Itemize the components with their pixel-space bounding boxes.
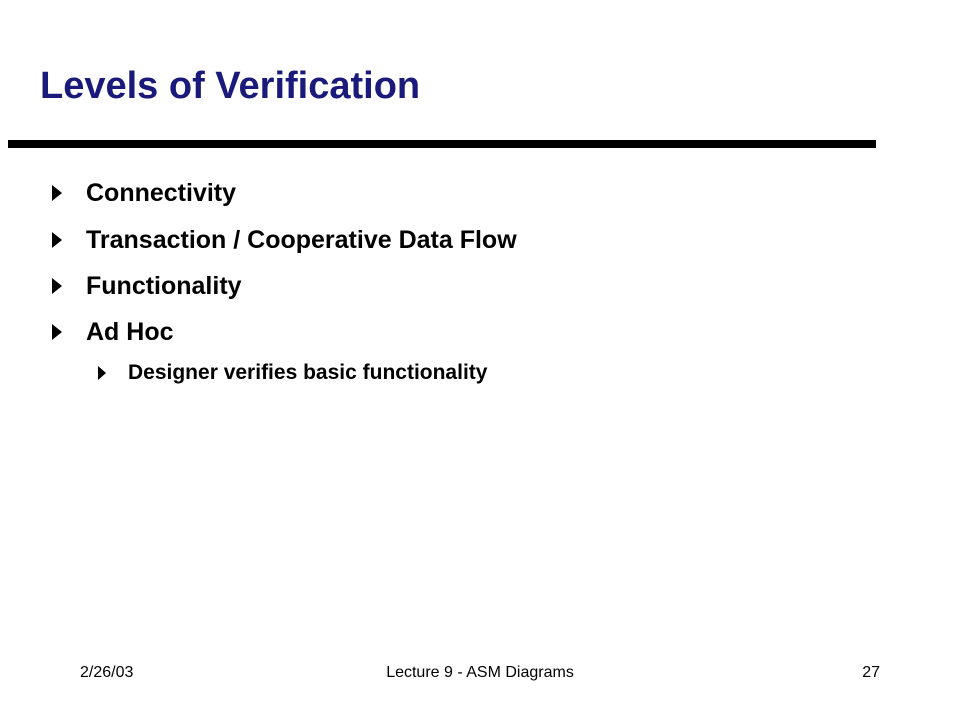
- bullet-text: Functionality: [86, 271, 242, 300]
- bullet-text: Connectivity: [86, 178, 237, 207]
- page-number: 27: [862, 664, 880, 681]
- right-triangle-icon: [52, 324, 62, 340]
- bullet-text: Transaction / Cooperative Data Flow: [86, 225, 517, 254]
- slide-title: Levels of Verification: [40, 65, 421, 107]
- footer-title: Lecture 9 - ASM Diagrams: [386, 664, 574, 681]
- right-triangle-icon: [52, 185, 62, 201]
- bullet-item: [52, 222, 517, 258]
- bullet-item: [52, 268, 242, 304]
- right-triangle-icon: [52, 278, 62, 294]
- right-triangle-icon: [98, 366, 106, 380]
- right-triangle-icon: [52, 232, 62, 248]
- sub-bullet-item: [98, 358, 487, 388]
- bullet-item: [52, 314, 174, 350]
- sub-bullet-text: Designer verifies basic functionality: [128, 361, 488, 384]
- bullet-text: Ad Hoc: [86, 317, 174, 346]
- bullet-item: [52, 175, 236, 211]
- footer-date: 2/26/03: [80, 664, 134, 681]
